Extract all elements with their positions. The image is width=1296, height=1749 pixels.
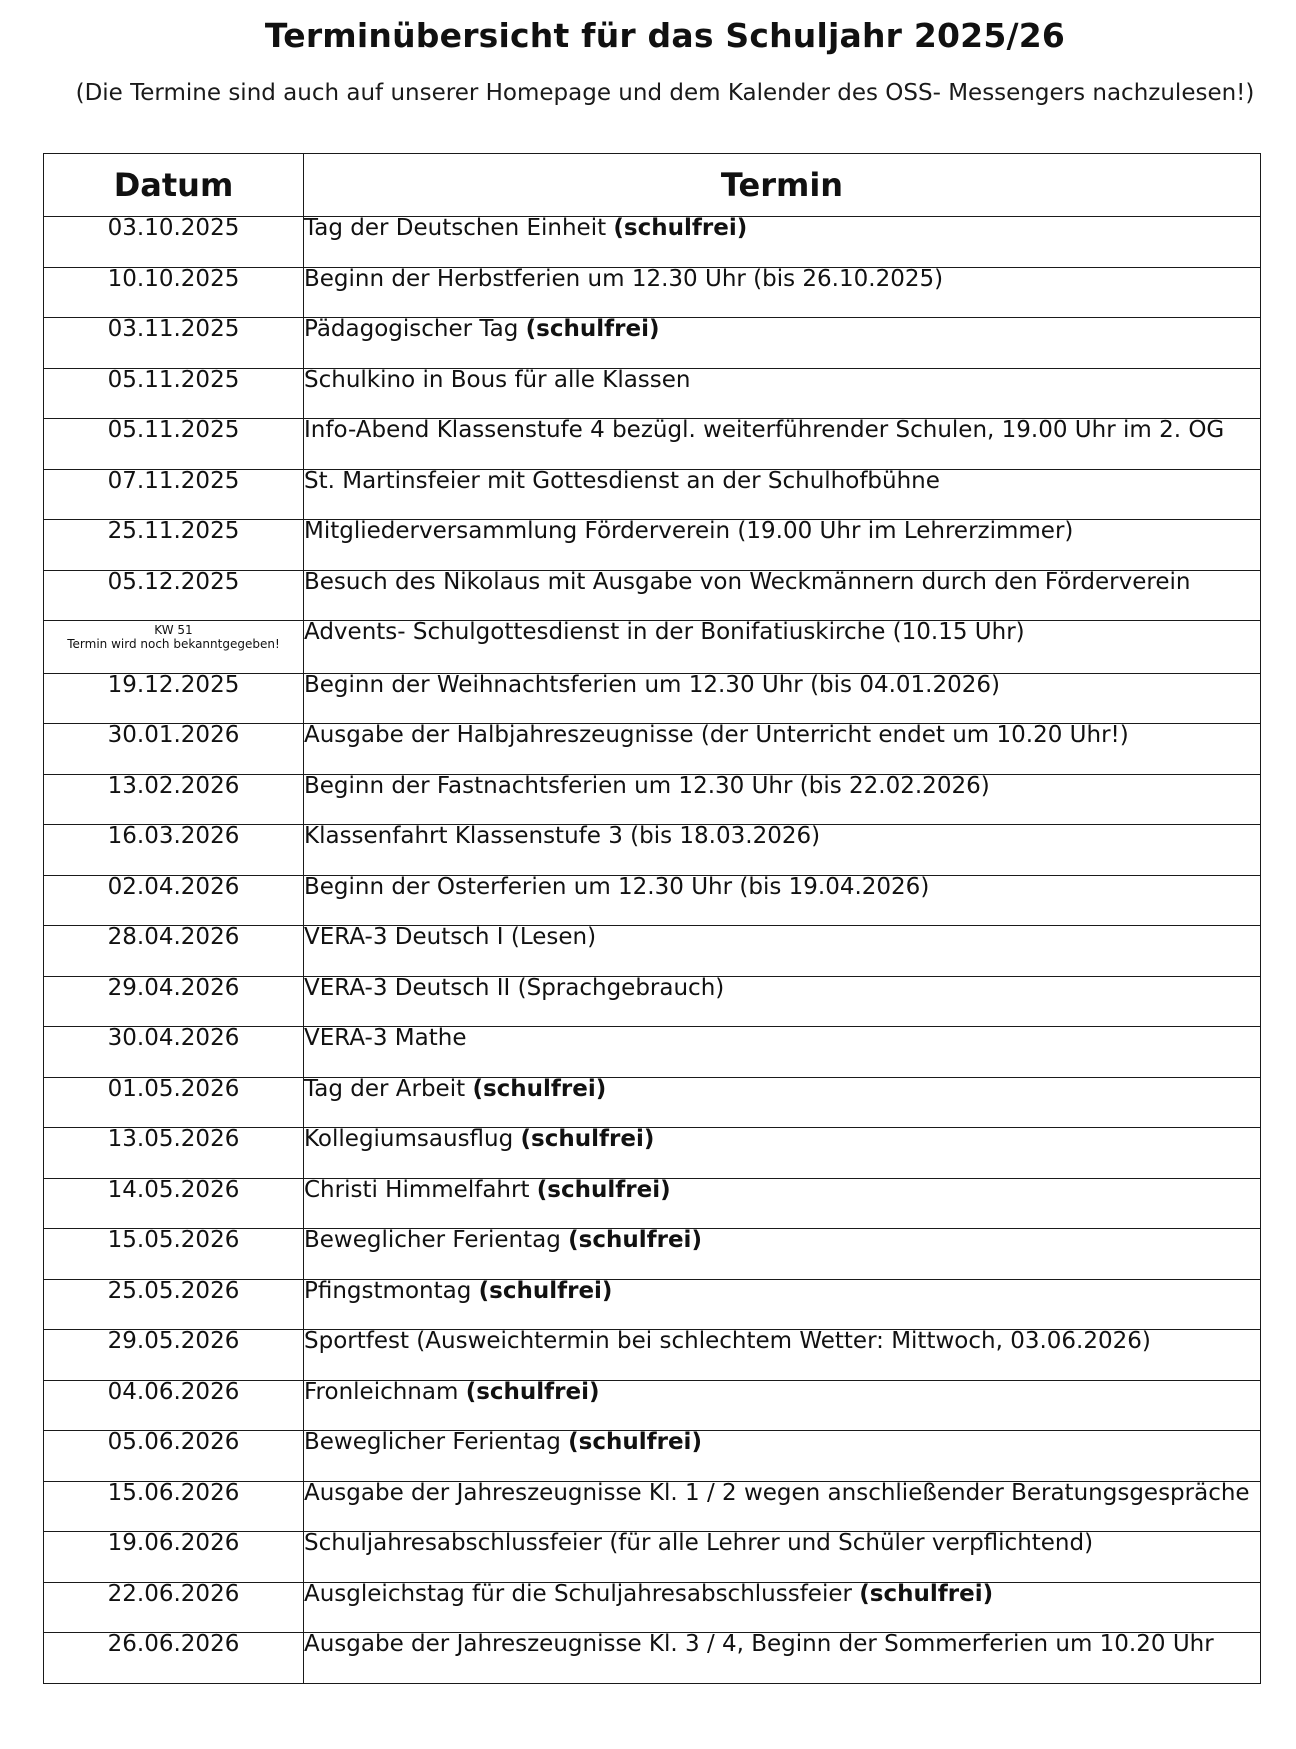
date-cell: 02.04.2026: [44, 875, 304, 926]
event-cell: [304, 621, 1261, 674]
table-row: [44, 1481, 1261, 1532]
table-row: [44, 926, 1261, 977]
date-cell: 05.11.2025: [44, 419, 304, 470]
schulfrei-note: (schulfrei): [520, 1127, 655, 1152]
date-cell: 05.12.2025: [44, 570, 304, 621]
table-row: [44, 217, 1261, 268]
event-text: VERA-3 Mathe: [304, 1026, 467, 1051]
event-text: Schuljahresabschlussfeier (für alle Lehrer und Schüler verpflichtend): [304, 1531, 1094, 1556]
event-text: Beginn der Fastnachtsferien um 12.30 Uhr (bis 22.02.2026): [304, 774, 990, 799]
event-cell: [304, 673, 1261, 724]
event-cell: [304, 825, 1261, 876]
date-cell: 26.06.2026: [44, 1633, 304, 1684]
date-cell: 13.02.2026: [44, 774, 304, 825]
event-text: Christi Himmelfahrt: [304, 1178, 537, 1203]
date-cell: 30.04.2026: [44, 1027, 304, 1078]
date-column-header: Datum: [44, 154, 304, 217]
schulfrei-note: (schulfrei): [536, 1178, 671, 1203]
date-cell: 05.11.2025: [44, 368, 304, 419]
date-cell: 04.06.2026: [44, 1380, 304, 1431]
table-row: [44, 469, 1261, 520]
table-row: [44, 1027, 1261, 1078]
schulfrei-note: (schulfrei): [472, 1077, 607, 1102]
event-cell: [304, 469, 1261, 520]
table-row: [44, 1532, 1261, 1583]
date-cell: 07.11.2025: [44, 469, 304, 520]
schulfrei-note: (schulfrei): [465, 1380, 600, 1405]
table-row: [44, 1128, 1261, 1179]
table-row: [44, 621, 1261, 674]
schulfrei-note: (schulfrei): [859, 1582, 994, 1607]
date-cell: 15.06.2026: [44, 1481, 304, 1532]
date-cell: 15.05.2026: [44, 1229, 304, 1280]
date-cell: 03.10.2025: [44, 217, 304, 268]
date-cell: 14.05.2026: [44, 1178, 304, 1229]
date-cell: 05.06.2026: [44, 1431, 304, 1482]
event-cell: [304, 1128, 1261, 1179]
table-row: [44, 318, 1261, 369]
event-column-header: Termin: [304, 154, 1261, 217]
event-text: Fronleichnam: [304, 1380, 466, 1405]
event-text: Kollegiumsausflug: [304, 1127, 521, 1152]
event-cell: [304, 520, 1261, 571]
table-row: [44, 1380, 1261, 1431]
table-row: [44, 1279, 1261, 1330]
event-text: Schulkino in Bous für alle Klassen: [304, 368, 691, 393]
event-text: Tag der Deutschen Einheit: [304, 216, 614, 241]
date-cell: 30.01.2026: [44, 724, 304, 775]
date-cell: 19.06.2026: [44, 1532, 304, 1583]
event-text: Beweglicher Ferientag: [304, 1228, 569, 1253]
event-cell: [304, 1380, 1261, 1431]
event-cell: [304, 976, 1261, 1027]
date-cell: 28.04.2026: [44, 926, 304, 977]
table-row: [44, 673, 1261, 724]
event-cell: [304, 419, 1261, 470]
table-row: [44, 724, 1261, 775]
event-text: Pädagogischer Tag: [304, 317, 526, 342]
schedule-body: [44, 217, 1261, 1684]
date-cell: 25.11.2025: [44, 520, 304, 571]
event-cell: [304, 368, 1261, 419]
table-row: [44, 1330, 1261, 1381]
event-cell: [304, 875, 1261, 926]
date-cell: 01.05.2026: [44, 1077, 304, 1128]
event-text: Advents- Schulgottesdienst in der Bonifatiuskirche (10.15 Uhr): [304, 620, 1025, 645]
table-row: [44, 1431, 1261, 1482]
table-row: [44, 419, 1261, 470]
event-cell: [304, 217, 1261, 268]
table-row: [44, 1633, 1261, 1684]
event-text: Beweglicher Ferientag: [304, 1430, 569, 1455]
schulfrei-note: (schulfrei): [568, 1228, 702, 1253]
table-row: [44, 976, 1261, 1027]
table-row: [44, 570, 1261, 621]
event-text: Ausgabe der Jahreszeugnisse Kl. 3 / 4, Beginn der Sommerferien um 10.20 Uhr: [304, 1632, 1214, 1657]
event-cell: [304, 318, 1261, 369]
event-text: Klassenfahrt Klassenstufe 3 (bis 18.03.2026): [304, 824, 821, 849]
event-cell: [304, 1431, 1261, 1482]
table-row: [44, 1077, 1261, 1128]
event-cell: [304, 1633, 1261, 1684]
event-text: Ausgabe der Jahreszeugnisse Kl. 1 / 2 wegen anschließender Beratungsgespräche: [304, 1481, 1250, 1506]
event-cell: [304, 1178, 1261, 1229]
event-cell: [304, 774, 1261, 825]
date-cell: 22.06.2026: [44, 1582, 304, 1633]
schulfrei-note: (schulfrei): [568, 1430, 702, 1455]
date-cell: 19.12.2025: [44, 673, 304, 724]
event-cell: [304, 1481, 1261, 1532]
date-cell: 16.03.2026: [44, 825, 304, 876]
table-row: [44, 774, 1261, 825]
event-cell: [304, 267, 1261, 318]
event-cell: [304, 570, 1261, 621]
table-row: [44, 825, 1261, 876]
event-text: Beginn der Osterferien um 12.30 Uhr (bis 19.04.2026): [304, 875, 930, 900]
event-text: Info-Abend Klassenstufe 4 bezügl. weiterführender Schulen, 19.00 Uhr im 2. OG: [304, 418, 1225, 443]
table-row: [44, 1178, 1261, 1229]
page-title: Terminübersicht für das Schuljahr 2025/26: [264, 16, 1066, 55]
table-row: [44, 267, 1261, 318]
event-text: Pfingstmontag: [304, 1279, 479, 1304]
event-cell: [304, 1027, 1261, 1078]
date-cell: 13.05.2026: [44, 1128, 304, 1179]
schulfrei-note: (schulfrei): [478, 1279, 613, 1304]
page-subtitle: (Die Termine sind auch auf unserer Homepage und dem Kalender des OSS- Messengers nachzulesen!): [75, 80, 1255, 106]
date-cell: 10.10.2025: [44, 267, 304, 318]
event-cell: [304, 1229, 1261, 1280]
event-text: Beginn der Herbstferien um 12.30 Uhr (bis 26.10.2025): [304, 267, 944, 292]
event-text: Beginn der Weihnachtsferien um 12.30 Uhr (bis 04.01.2026): [304, 673, 1000, 698]
table-header-row: [44, 154, 1261, 217]
date-cell: 25.05.2026: [44, 1279, 304, 1330]
event-text: Mitgliederversammlung Förderverein (19.00 Uhr im Lehrerzimmer): [304, 519, 1074, 544]
event-cell: [304, 1279, 1261, 1330]
date-pending-note: Termin wird noch bekanntgegeben!: [67, 637, 280, 651]
table-row: [44, 368, 1261, 419]
event-text: Ausgabe der Halbjahreszeugnisse (der Unterricht endet um 10.20 Uhr!): [304, 723, 1129, 748]
date-cell: 29.05.2026: [44, 1330, 304, 1381]
schulfrei-note: (schulfrei): [525, 317, 660, 342]
date-cell: 03.11.2025: [44, 318, 304, 369]
event-cell: [304, 1532, 1261, 1583]
table-row: [44, 1229, 1261, 1280]
schulfrei-note: (schulfrei): [613, 216, 748, 241]
event-text: Tag der Arbeit: [304, 1077, 473, 1102]
table-row: [44, 875, 1261, 926]
event-cell: [304, 926, 1261, 977]
event-cell: [304, 1582, 1261, 1633]
date-cell: 29.04.2026: [44, 976, 304, 1027]
schedule-table: [43, 153, 1261, 1684]
event-text: VERA-3 Deutsch II (Sprachgebrauch): [304, 976, 725, 1001]
event-text: Sportfest (Ausweichtermin bei schlechtem Wetter: Mittwoch, 03.06.2026): [304, 1329, 1151, 1354]
event-text: VERA-3 Deutsch I (Lesen): [304, 925, 597, 950]
date-week-label: KW 51: [154, 623, 193, 637]
event-cell: [304, 1330, 1261, 1381]
date-cell: [44, 621, 304, 674]
table-row: [44, 1582, 1261, 1633]
event-text: Besuch des Nikolaus mit Ausgabe von Weckmännern durch den Förderverein: [304, 570, 1191, 595]
event-cell: [304, 1077, 1261, 1128]
event-text: Ausgleichstag für die Schuljahresabschlussfeier: [304, 1582, 860, 1607]
event-cell: [304, 724, 1261, 775]
event-text: St. Martinsfeier mit Gottesdienst an der Schulhofbühne: [304, 469, 940, 494]
table-row: [44, 520, 1261, 571]
